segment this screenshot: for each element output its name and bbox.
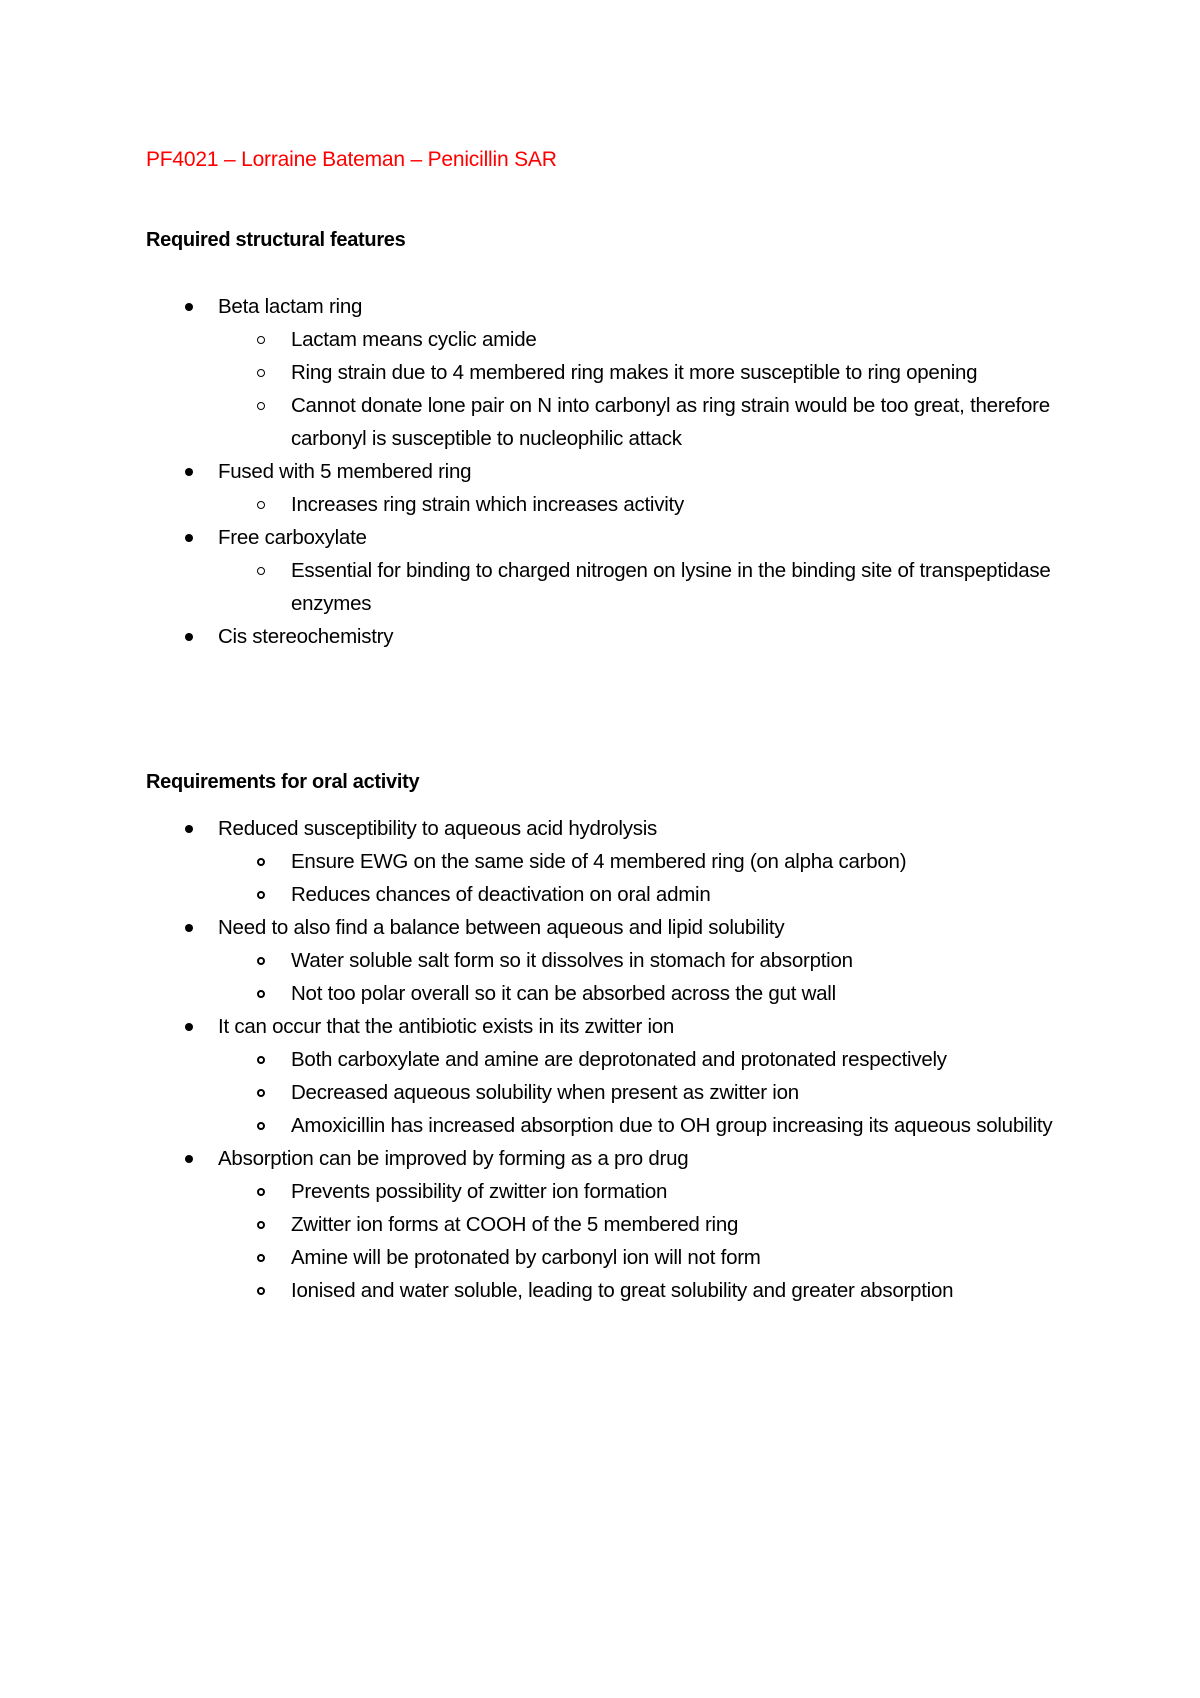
sub-list-item-text: Ring strain due to 4 membered ring makes it more susceptible to ring opening <box>291 361 978 384</box>
bullet-circle-icon <box>257 990 265 998</box>
bullet-circle-icon <box>257 402 265 410</box>
sub-list-item-text: Prevents possibility of zwitter ion formation <box>291 1180 668 1203</box>
bullet-circle-icon <box>257 501 265 509</box>
list-item-text: It can occur that the antibiotic exists in its zwitter ion <box>218 1015 675 1038</box>
bullet-circle-icon <box>257 567 265 575</box>
bullet-circle-icon <box>257 891 265 899</box>
bullet-dot-icon <box>185 1155 193 1163</box>
sub-list-item-text: Increases ring strain which increases activity <box>291 493 684 516</box>
bullet-circle-icon <box>257 1188 265 1196</box>
sub-list-item <box>0 878 1200 911</box>
sub-list-item <box>0 944 1200 977</box>
bullet-circle-icon <box>257 1221 265 1229</box>
sub-list-item-text: Ionised and water soluble, leading to great solubility and greater absorption <box>291 1279 954 1302</box>
sub-list-item-text: Both carboxylate and amine are deprotonated and protonated respectively <box>291 1048 947 1071</box>
list-item-text: Absorption can be improved by forming as a pro drug <box>218 1147 689 1170</box>
bullet-circle-icon <box>257 1254 265 1262</box>
list-item <box>0 290 1200 323</box>
bullet-dot-icon <box>185 468 193 476</box>
bullet-circle-icon <box>257 336 265 344</box>
sub-list-item <box>0 845 1200 878</box>
list-item <box>0 812 1200 845</box>
sub-list-item <box>0 1241 1200 1274</box>
bullet-circle-icon <box>257 1287 265 1295</box>
section-heading-oral-activity: Requirements for oral activity <box>146 771 420 793</box>
bullet-dot-icon <box>185 924 193 932</box>
bullet-circle-icon <box>257 1056 265 1064</box>
list-item-text: Need to also find a balance between aqueous and lipid solubility <box>218 916 785 939</box>
sub-list-item <box>0 1076 1200 1109</box>
list-item <box>0 1010 1200 1043</box>
list-item <box>0 521 1200 554</box>
sub-list-item <box>0 554 1200 620</box>
bullet-dot-icon <box>185 534 193 542</box>
sub-list-item-text: Essential for binding to charged nitrogen on lysine in the binding site of transpeptidase enzymes <box>291 559 1051 615</box>
sub-list-item-text: Zwitter ion forms at COOH of the 5 membered ring <box>291 1213 739 1236</box>
list-item <box>0 1142 1200 1175</box>
sub-list-item <box>0 1109 1200 1142</box>
sub-list-item <box>0 356 1200 389</box>
sub-list-item <box>0 1274 1200 1307</box>
sub-list-item-text: Ensure EWG on the same side of 4 membered ring (on alpha carbon) <box>291 850 907 873</box>
section-heading-structural-features: Required structural features <box>146 229 406 251</box>
list-item <box>0 620 1200 653</box>
sub-list-item-text: Reduces chances of deactivation on oral admin <box>291 883 711 906</box>
document-title: PF4021 – Lorraine Bateman – Penicillin SAR <box>146 148 557 171</box>
bullet-circle-icon <box>257 858 265 866</box>
sub-list-item <box>0 389 1200 455</box>
sub-list-item <box>0 1208 1200 1241</box>
list-item <box>0 455 1200 488</box>
bullet-circle-icon <box>257 1122 265 1130</box>
list-item-text: Cis stereochemistry <box>218 625 394 648</box>
bullet-circle-icon <box>257 1089 265 1097</box>
sub-list-item-text: Decreased aqueous solubility when present as zwitter ion <box>291 1081 799 1104</box>
sub-list-item <box>0 1043 1200 1076</box>
sub-list-item-text: Amine will be protonated by carbonyl ion will not form <box>291 1246 761 1269</box>
sub-list-item-text: Lactam means cyclic amide <box>291 328 537 351</box>
bullet-dot-icon <box>185 633 193 641</box>
bullet-dot-icon <box>185 825 193 833</box>
sub-list-item <box>0 1175 1200 1208</box>
oral-activity-list <box>0 812 1200 1307</box>
bullet-dot-icon <box>185 303 193 311</box>
sub-list-item-text: Cannot donate lone pair on N into carbonyl as ring strain would be too great, therefore carbonyl is susceptible to nucleophilic attack <box>291 394 1050 450</box>
bullet-circle-icon <box>257 369 265 377</box>
sub-list-item-text: Not too polar overall so it can be absorbed across the gut wall <box>291 982 836 1005</box>
list-item-text: Free carboxylate <box>218 526 367 549</box>
structural-features-list <box>0 290 1200 653</box>
list-item <box>0 911 1200 944</box>
bullet-circle-icon <box>257 957 265 965</box>
list-item-text: Fused with 5 membered ring <box>218 460 472 483</box>
sub-list-item <box>0 323 1200 356</box>
sub-list-item-text: Water soluble salt form so it dissolves in stomach for absorption <box>291 949 853 972</box>
list-item-text: Beta lactam ring <box>218 295 363 318</box>
sub-list-item <box>0 488 1200 521</box>
sub-list-item <box>0 977 1200 1010</box>
list-item-text: Reduced susceptibility to aqueous acid hydrolysis <box>218 817 658 840</box>
bullet-dot-icon <box>185 1023 193 1031</box>
sub-list-item-text: Amoxicillin has increased absorption due to OH group increasing its aqueous solubility <box>291 1114 1053 1137</box>
